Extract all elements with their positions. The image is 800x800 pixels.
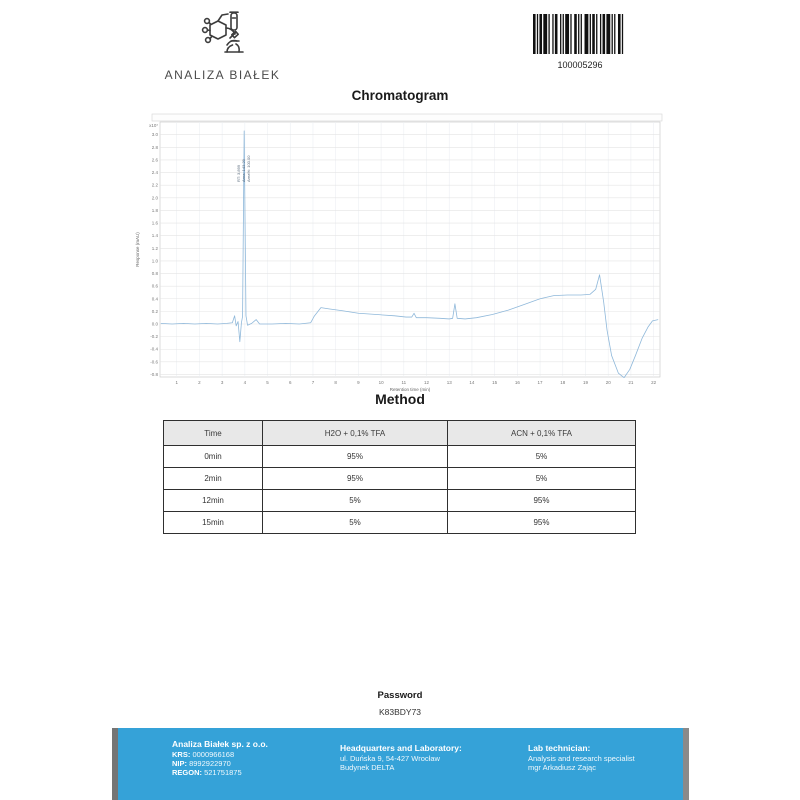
y-tick-label: 2.8 xyxy=(151,144,158,150)
y-tick-label: 2.4 xyxy=(151,170,158,176)
method-title: Method xyxy=(375,391,425,407)
table-cell: 95% xyxy=(263,468,448,490)
x-tick-label: 11 xyxy=(401,380,407,385)
chromatogram-chart xyxy=(130,112,670,402)
x-tick-label: 21 xyxy=(628,380,634,385)
table-row xyxy=(164,490,636,512)
table-header-row xyxy=(164,421,636,446)
x-tick-label: 4 xyxy=(243,380,247,385)
y-tick-label: 0.0 xyxy=(151,321,158,327)
chromatogram-plot xyxy=(130,112,670,402)
x-tick-label: 5 xyxy=(266,380,269,385)
column-header: ACN + 0,1% TFA xyxy=(448,421,636,446)
y-tick-label: -0.2 xyxy=(150,334,158,340)
x-tick-label: 15 xyxy=(492,380,498,385)
brand-name: ANALIZA BIAŁEK xyxy=(164,68,281,82)
y-tick-label: -0.6 xyxy=(150,359,158,365)
y-tick-label: 0.8 xyxy=(151,271,158,277)
x-tick-label: 3 xyxy=(220,380,224,385)
table-cell: 15min xyxy=(164,512,263,534)
company-krs xyxy=(172,750,268,759)
y-tick-label: 2.0 xyxy=(151,195,158,201)
y-tick-label: 1.6 xyxy=(151,220,158,226)
password-label: Password xyxy=(377,690,423,701)
peak-annotation: RT: 3.899 xyxy=(236,164,242,182)
barcode-value: 100005296 xyxy=(557,60,603,70)
table-cell: 95% xyxy=(448,512,636,534)
footer-right-edge xyxy=(683,728,689,800)
password-value: K83BDY73 xyxy=(378,707,422,717)
y-tick-label: 3.0 xyxy=(151,132,158,138)
table-row xyxy=(164,468,636,490)
x-tick-label: 14 xyxy=(469,380,475,385)
plot-area xyxy=(160,122,660,377)
headquarters-title: Headquarters and Laboratory: xyxy=(340,743,462,753)
barcode-icon xyxy=(533,14,627,54)
y-tick-label: 0.4 xyxy=(151,296,158,302)
x-tick-label: 20 xyxy=(605,380,611,385)
x-tick-label: 13 xyxy=(446,380,452,385)
x-tick-label: 1 xyxy=(175,380,178,385)
table-cell: 5% xyxy=(263,490,448,512)
chromatogram-title: Chromatogram xyxy=(351,88,449,103)
peak-annotation: Area: 143.29 xyxy=(241,159,247,182)
table-cell: 12min xyxy=(164,490,263,512)
y-tick-label: 2.6 xyxy=(151,157,158,163)
y-tick-label: -0.8 xyxy=(150,371,158,377)
x-tick-label: 16 xyxy=(514,380,520,385)
company-name: Analiza Białek sp. z o.o. xyxy=(172,739,268,749)
table-row xyxy=(164,512,636,534)
table-row xyxy=(164,446,636,468)
krs-value: 0000966168 xyxy=(192,750,235,759)
method-table xyxy=(163,420,636,534)
y-tick-label: 1.4 xyxy=(151,233,158,239)
x-tick-label: 12 xyxy=(424,380,430,385)
table-cell: 5% xyxy=(263,512,448,534)
x-tick-label: 6 xyxy=(289,380,292,385)
x-tick-label: 9 xyxy=(357,380,360,385)
nip-value: 8992922970 xyxy=(189,759,231,768)
x-tick-label: 2 xyxy=(198,380,201,385)
y-tick-label: 0.6 xyxy=(151,283,158,289)
krs-label: KRS: xyxy=(172,750,191,759)
column-header: H2O + 0,1% TFA xyxy=(263,421,448,446)
technician-name: mgr Arkadiusz Zając xyxy=(528,763,596,772)
column-header: Time xyxy=(164,421,263,446)
y-tick-label: 1.0 xyxy=(151,258,158,264)
footer-headquarters xyxy=(340,744,462,772)
y-tick-label: 1.8 xyxy=(151,207,158,213)
headquarters-address: ul. Duńska 9, 54-427 Wrocław xyxy=(340,754,440,763)
y-tick-label: 0.2 xyxy=(151,308,158,314)
footer-company-info xyxy=(172,740,268,777)
x-tick-label: 19 xyxy=(582,380,588,385)
y-tick-label: -0.4 xyxy=(150,346,158,352)
x-tick-label: 7 xyxy=(311,380,315,385)
x-tick-label: 18 xyxy=(560,380,566,385)
nip-label: NIP: xyxy=(172,759,187,768)
x-tick-label: 17 xyxy=(537,380,543,385)
y-tick-label: 1.2 xyxy=(151,245,158,251)
table-cell: 95% xyxy=(448,490,636,512)
technician-role: Analysis and research specialist xyxy=(528,754,635,763)
peak-annotation: Area%: 100.00 xyxy=(246,155,252,182)
method-table-body xyxy=(164,446,636,534)
company-regon xyxy=(172,768,268,777)
chart-title-strip xyxy=(152,114,662,121)
table-cell: 0min xyxy=(164,446,263,468)
technician-title: Lab technician: xyxy=(528,743,591,753)
table-cell: 2min xyxy=(164,468,263,490)
footer-lab-technician xyxy=(528,744,635,772)
y-axis-title: Response (mAU) xyxy=(135,232,140,267)
x-tick-label: 22 xyxy=(651,380,657,385)
table-cell: 5% xyxy=(448,468,636,490)
regon-value: 521751875 xyxy=(204,768,242,777)
regon-label: REGON: xyxy=(172,768,202,777)
x-tick-label: 10 xyxy=(378,380,384,385)
y-tick-label: 2.2 xyxy=(151,182,158,188)
y-scale-label: x10⁷ xyxy=(149,123,158,128)
method-table-header xyxy=(164,421,636,446)
logo-block xyxy=(155,8,290,82)
headquarters-building: Budynek DELTA xyxy=(340,763,395,772)
x-tick-label: 8 xyxy=(334,380,337,385)
table-cell: 5% xyxy=(448,446,636,468)
molecule-microscope-icon xyxy=(196,8,250,60)
barcode-block xyxy=(533,14,627,70)
table-cell: 95% xyxy=(263,446,448,468)
x-axis-title: Retention time (min) xyxy=(389,387,431,392)
company-nip xyxy=(172,759,268,768)
